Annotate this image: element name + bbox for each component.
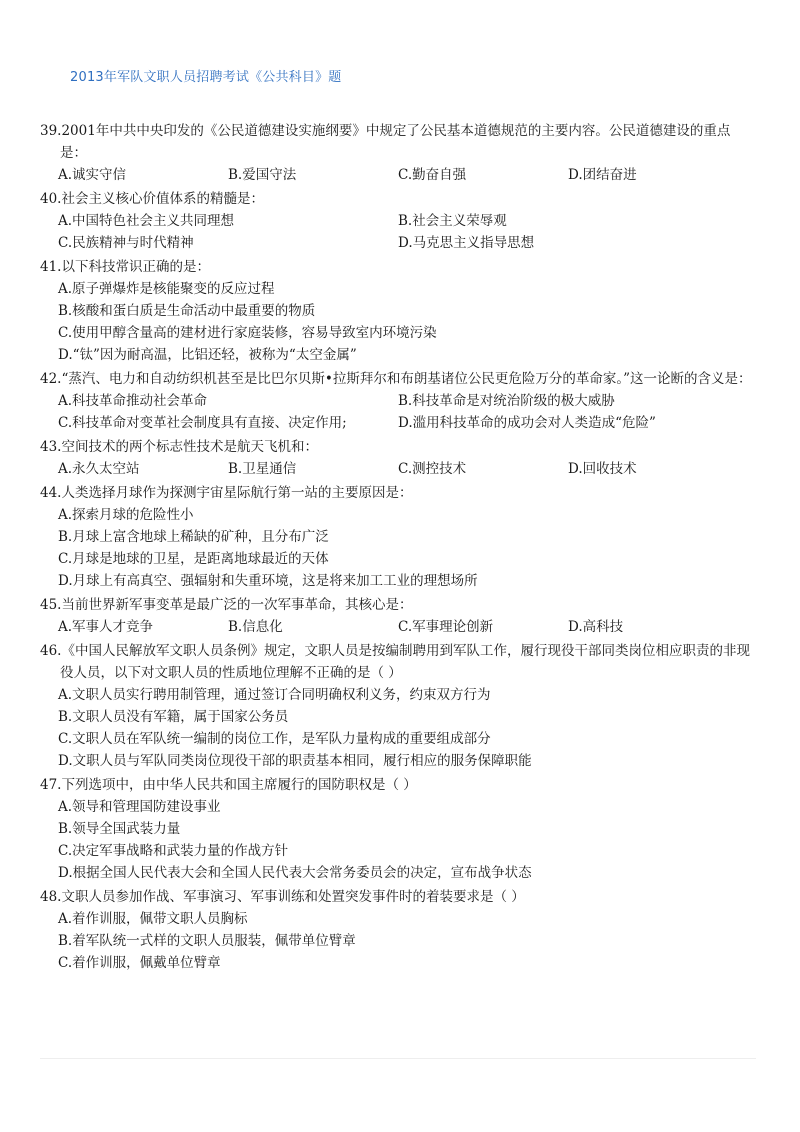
answer-option: A.永久太空站	[58, 461, 140, 477]
question-stem: 44.人类选择月球作为探测宇宙星际航行第一站的主要原因是：	[40, 485, 413, 501]
option-list	[40, 796, 756, 884]
answer-option: A.原子弹爆炸是核能聚变的反应过程	[58, 281, 275, 297]
answer-option: D.高科技	[568, 619, 624, 635]
question-list	[40, 120, 756, 976]
answer-option: A.文职人员实行聘用制管理，通过签订合同明确权利义务，约束双方行为	[58, 687, 491, 703]
question-stem: 45.当前世界新军事变革是最广泛的一次军事革命，其核心是：	[40, 597, 413, 613]
answer-option: C.使用甲醇含量高的建材进行家庭装修，容易导致室内环境污染	[58, 325, 437, 341]
question-stem: 43.空间技术的两个标志性技术是航天飞机和：	[40, 439, 318, 455]
answer-option: B.着军队统一式样的文职人员服装，佩带单位臂章	[58, 933, 356, 949]
answer-option: C.着作训服，佩戴单位臂章	[58, 955, 221, 971]
question-block	[40, 886, 756, 976]
answer-option: D.滥用科技革命的成功会对人类造成“危险”	[398, 415, 656, 431]
option-list	[40, 278, 756, 366]
question-stem: 46.《中国人民解放军文职人员条例》规定，文职人员是按编制聘用到军队工作，履行现役干部同类岗位相应职责的非现役人员，以下对文职人员的性质地位理解不正确的是（ ）	[40, 643, 750, 681]
question-block	[40, 256, 756, 368]
question-block	[40, 482, 756, 594]
question-block	[40, 774, 756, 886]
answer-option: A.诚实守信	[58, 167, 127, 183]
answer-option: D.马克思主义指导思想	[398, 235, 535, 251]
answer-option: C.军事理论创新	[398, 619, 494, 635]
answer-option: B.卫星通信	[228, 461, 297, 477]
question-stem: 39.2001年中共中央印发的《公民道德建设实施纲要》中规定了公民基本道德规范的主要内容。公民道德建设的重点是：	[40, 123, 731, 161]
answer-option: D.团结奋进	[568, 167, 637, 183]
question-block	[40, 120, 756, 188]
question-stem: 47.下列选项中，由中华人民共和国主席履行的国防职权是（ ）	[40, 777, 417, 793]
answer-option: D.文职人员与军队同类岗位现役干部的职责基本相同，履行相应的服务保障职能	[58, 753, 532, 769]
answer-option: C.文职人员在军队统一编制的岗位工作，是军队力量构成的重要组成部分	[58, 731, 491, 747]
question-stem: 42.“蒸汽、电力和自动纺织机甚至是比巴尔贝斯•拉斯拜尔和布朗基诸位公民更危险万分的革命家。”这一论断的含义是：	[40, 371, 752, 387]
question-block	[40, 368, 756, 436]
option-list	[40, 458, 756, 480]
footer-divider	[40, 1058, 756, 1059]
answer-option: C.科技革命对变革社会制度具有直接、决定作用;	[58, 415, 347, 431]
answer-option: B.社会主义荣辱观	[398, 213, 507, 229]
answer-option: C.测控技术	[398, 461, 467, 477]
answer-option: B.月球上富含地球上稀缺的矿种，且分布广泛	[58, 529, 329, 545]
question-block	[40, 436, 756, 482]
option-list	[40, 164, 756, 186]
answer-option: A.中国特色社会主义共同理想	[58, 213, 235, 229]
answer-option: B.爱国守法	[228, 167, 297, 183]
answer-option: B.核酸和蛋白质是生命活动中最重要的物质	[58, 303, 316, 319]
answer-option: C.勤奋自强	[398, 167, 467, 183]
option-list	[40, 210, 756, 254]
question-block	[40, 640, 756, 774]
question-stem: 40.社会主义核心价值体系的精髓是：	[40, 191, 264, 207]
answer-option: A.军事人才竞争	[58, 619, 154, 635]
answer-option: A.探索月球的危险性小	[58, 507, 194, 523]
option-list	[40, 390, 756, 434]
answer-option: C.决定军事战略和武装力量的作战方针	[58, 843, 289, 859]
answer-option: C.民族精神与时代精神	[58, 235, 194, 251]
question-spacer	[40, 974, 756, 976]
answer-option: B.文职人员没有军籍，属于国家公务员	[58, 709, 289, 725]
question-stem: 48.文职人员参加作战、军事演习、军事训练和处置突发事件时的着装要求是（ ）	[40, 889, 525, 905]
option-list	[40, 504, 756, 592]
answer-option: D.根据全国人民代表大会和全国人民代表大会常务委员会的决定，宣布战争状态	[58, 865, 532, 881]
answer-option: A.科技革命推动社会革命	[58, 393, 208, 409]
answer-option: A.着作训服，佩带文职人员胸标	[58, 911, 248, 927]
answer-option: B.领导全国武装力量	[58, 821, 181, 837]
option-list	[40, 908, 756, 974]
answer-option: A.领导和管理国防建设事业	[58, 799, 221, 815]
option-list	[40, 684, 756, 772]
document-header-title: 2013年军队文职人员招聘考试《公共科目》题	[70, 70, 342, 85]
answer-option: D.回收技术	[568, 461, 637, 477]
answer-option: B.信息化	[228, 619, 283, 635]
option-list	[40, 616, 756, 638]
question-block	[40, 594, 756, 640]
answer-option: D.月球上有高真空、强辐射和失重环境，这是将来加工工业的理想场所	[58, 573, 478, 589]
answer-option: B.科技革命是对统治阶级的极大威胁	[398, 393, 615, 409]
answer-option: D.“钛”因为耐高温，比铝还轻，被称为“太空金属”	[58, 347, 357, 363]
question-stem: 41.以下科技常识正确的是：	[40, 259, 210, 275]
question-block	[40, 188, 756, 256]
answer-option: C.月球是地球的卫星，是距离地球最近的天体	[58, 551, 329, 567]
